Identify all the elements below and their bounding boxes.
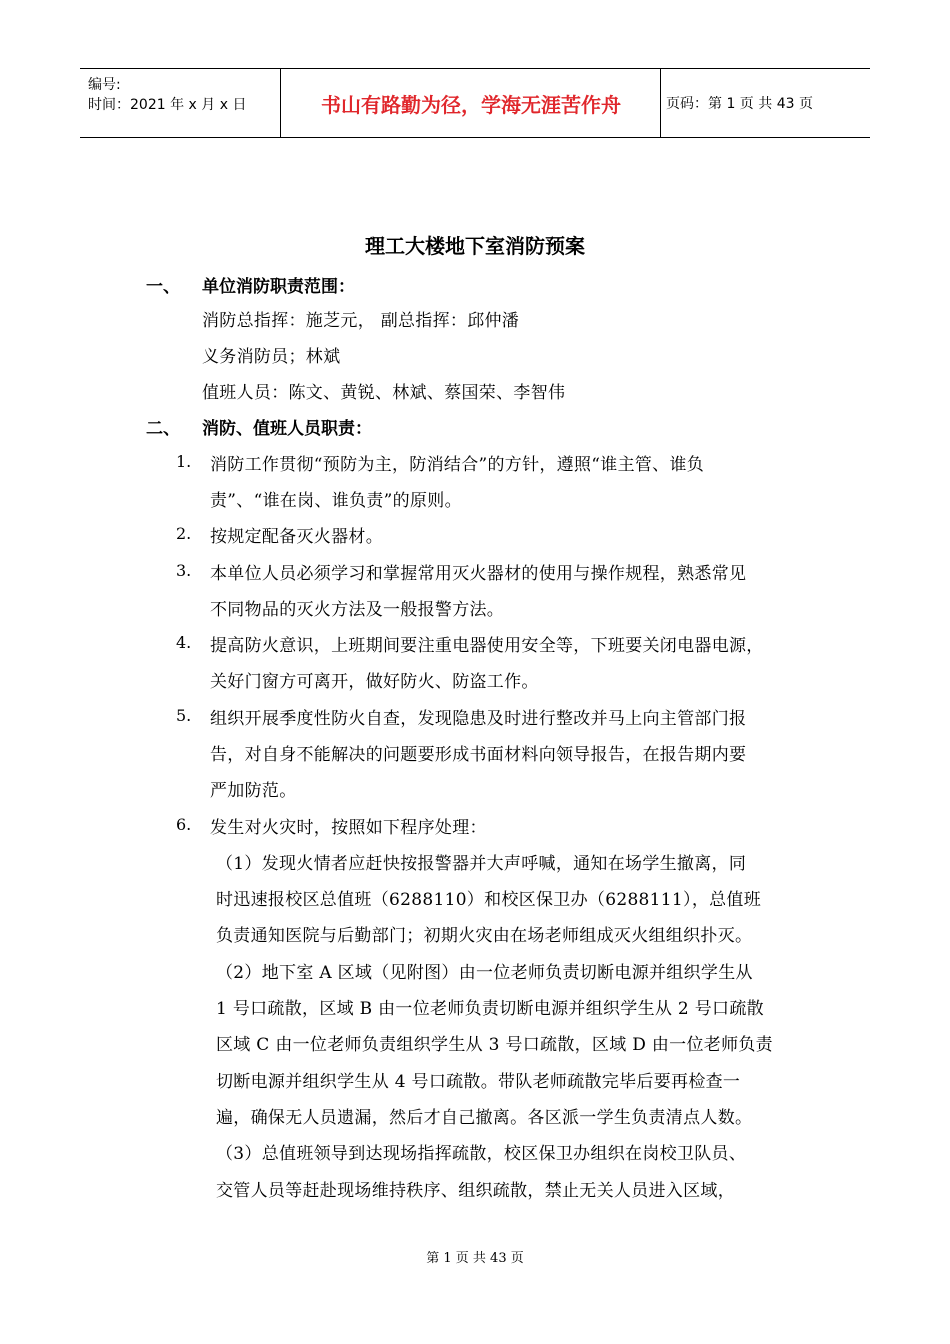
document-title: 理工大楼地下室消防预案 <box>365 234 585 258</box>
list-number: 5. <box>176 706 192 725</box>
section-number: 一、 <box>146 277 180 297</box>
header-divider <box>660 69 661 137</box>
sub-line: 负责通知医院与后勤部门；初期火灾由在场老师组成灭火组组织扑灭。 <box>216 926 753 946</box>
page-footer: 第 1 页 共 43 页 <box>426 1251 524 1266</box>
list-item-line: 组织开展季度性防火自查，发现隐患及时进行整改并马上向主管部门报 <box>210 709 747 729</box>
body-line: 义务消防员；林斌 <box>202 347 341 367</box>
sub-line: （3）总值班领导到达现场指挥疏散，校区保卫办组织在岗校卫队员、 <box>216 1144 747 1164</box>
sub-line: 区域 C 由一位老师负责组织学生从 3 号口疏散，区域 D 由一位老师负责 <box>216 1035 773 1055</box>
sub-line: 切断电源并组织学生从 4 号口疏散。带队老师疏散完毕后要再检查一 <box>216 1072 741 1092</box>
section-title: 单位消防职责范围： <box>202 277 355 297</box>
number-label: 编号: <box>88 77 121 93</box>
body-line: 消防总指挥：施芝元， 副总指挥：邱仲潘 <box>202 311 520 331</box>
list-item-line: 严加防范。 <box>210 781 297 801</box>
list-item-line: 消防工作贯彻“预防为主，防消结合”的方针，遵照“谁主管、谁负 <box>210 455 705 475</box>
list-number: 3. <box>176 561 192 580</box>
section-title: 消防、值班人员职责： <box>202 419 372 439</box>
section-heading <box>146 272 355 297</box>
list-item-line: 按规定配备灭火器材。 <box>210 527 383 547</box>
section-heading <box>146 414 372 439</box>
list-item-line: 提高防火意识，上班期间要注重电器使用安全等，下班要关闭电器电源， <box>210 636 764 656</box>
list-item-line: 不同物品的灭火方法及一般报警方法。 <box>210 600 505 620</box>
body-line: 值班人员：陈文、黄锐、林斌、蔡国荣、李智伟 <box>202 383 566 403</box>
section-number: 二、 <box>146 419 180 439</box>
sub-line: 遍，确保无人员遗漏，然后才自己撤离。各区派一学生负责清点人数。 <box>216 1108 753 1128</box>
list-number: 2. <box>176 524 192 543</box>
sub-line: 交管人员等赶赴现场维持秩序、组织疏散，禁止无关人员进入区域， <box>216 1181 735 1201</box>
list-item-line: 本单位人员必须学习和掌握常用灭火器材的使用与操作规程，熟悉常见 <box>210 564 747 584</box>
sub-line: 1 号口疏散，区域 B 由一位老师负责切断电源并组织学生从 2 号口疏散 <box>216 999 764 1019</box>
list-item-line: 责”、“谁在岗、谁负责”的原则。 <box>210 491 462 511</box>
list-number: 6. <box>176 815 192 834</box>
sub-line: （1）发现火情者应赶快按报警器并大声呼喊，通知在场学生撤离，同 <box>216 854 747 874</box>
list-item-line: 关好门窗方可离开，做好防火、防盗工作。 <box>210 672 539 692</box>
list-number: 1. <box>176 452 192 471</box>
sub-line: 时迅速报校区总值班（6288110）和校区保卫办（6288111），总值班 <box>216 890 762 910</box>
time-label: 时间：2021 年 x 月 x 日 <box>88 97 247 113</box>
header-divider <box>280 69 281 137</box>
header-motto: 书山有路勤为径，学海无涯苦作舟 <box>321 92 621 117</box>
sub-line: （2）地下室 A 区域（见附图）由一位老师负责切断电源并组织学生从 <box>216 963 753 983</box>
list-item-line: 发生对火灾时，按照如下程序处理： <box>210 818 487 838</box>
list-item-line: 告，对自身不能解决的问题要形成书面材料向领导报告，在报告期内要 <box>210 745 747 765</box>
list-number: 4. <box>176 633 192 652</box>
document-header <box>80 68 870 138</box>
header-meta <box>88 75 246 115</box>
header-page-info: 页码：第 1 页 共 43 页 <box>666 96 813 112</box>
